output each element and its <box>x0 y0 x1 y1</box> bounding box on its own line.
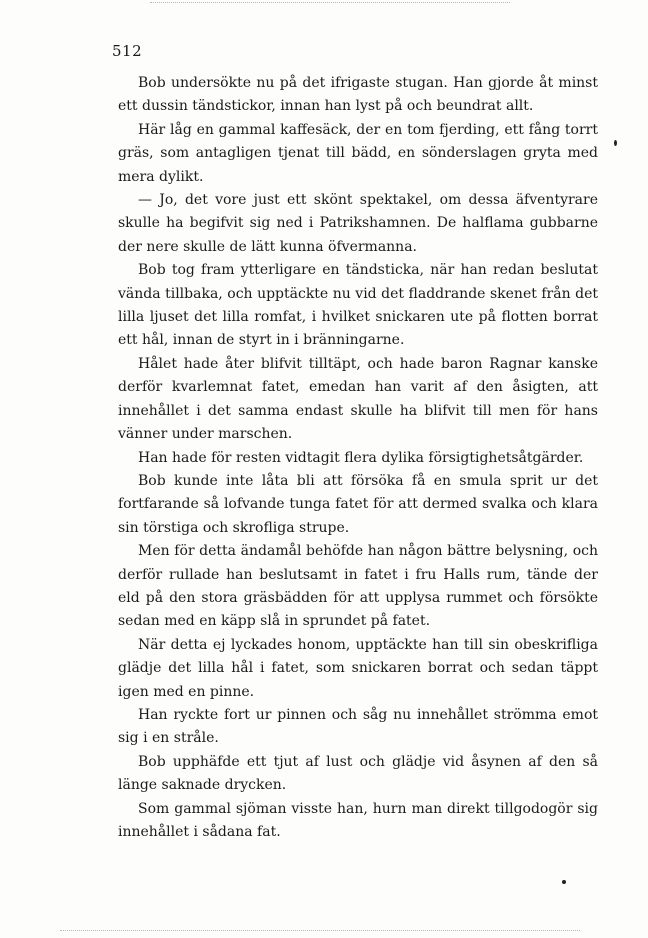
paragraph: Hålet hade åter blifvit tilltäpt, och hade baron Ragnar kanske derför kvarlemnat fatet, emedan han varit af den åsigten, att innehållet i det samma endast skulle ha blifvit till men för hans vänner under marschen. <box>118 355 598 443</box>
body-text <box>118 72 598 844</box>
paragraph: Men för detta ändamål behöfde han någon bättre belysning, och derför rullade han beslutsamt in fatet i fru Halls rum, tände der eld på den stora gräsbädden för att upplysa rummet och försökte sedan med en käpp slå in sprundet på fatet. <box>118 543 598 630</box>
paragraph: När detta ej lyckades honom, upptäckte han till sin obeskrifliga glädje det lilla hål i fatet, som snickaren borrat och sedan täppt igen med en pinne. <box>118 636 598 700</box>
ink-speck <box>562 880 566 884</box>
paragraph: — Jo, det vore just ett skönt spektakel, om dessa äfventyrare skulle ha begifvit sig ned i Patrikshamnen. De halflama gubbarne der nere skulle de lätt kunna öfvermanna. <box>118 192 598 255</box>
paragraph: Bob tog fram ytterligare en tändsticka, när han redan beslutat vända tillbaka, och upptäckte nu vid det fladdrande skenet från det lilla ljuset det lilla romfat, i hvilket snickaren ute på flotten borrat ett hål, innan de styrt in i bränningarne. <box>118 262 598 349</box>
paragraph: Bob upphäfde ett tjut af lust och glädje vid åsynen af den så länge saknade drycken. <box>118 753 598 794</box>
top-edge-mark <box>150 2 510 4</box>
paragraph: Han hade för resten vidtagit flera dylika försigtighetsåtgärder. <box>138 449 584 466</box>
paragraph: Bob undersökte nu på det ifrigaste stugan. Han gjorde åt minst ett dussin tändstickor, innan han lyst på och beundrat allt. <box>118 75 598 115</box>
paragraph: Bob kunde inte låta bli att försöka få en smula sprit ur det fortfarande så lofvande tunga fatet för att dermed svalka och klara sin törstiga och skrofliga strupe. <box>118 472 598 536</box>
bottom-edge-mark <box>60 930 580 932</box>
paragraph: Här låg en gammal kaffesäck, der en tom fjerding, ett fång torrt gräs, som antagligen tjenat till bädd, en sönderslagen gryta med mera dylikt. <box>118 121 598 185</box>
page-number: 512 <box>112 42 143 60</box>
paragraph: Som gammal sjöman visste han, hurn man direkt tillgodogör sig innehållet i sådana fat. <box>118 800 598 840</box>
ink-speck <box>614 140 617 146</box>
paragraph: Han ryckte fort ur pinnen och såg nu innehållet strömma emot sig i en stråle. <box>118 706 598 747</box>
